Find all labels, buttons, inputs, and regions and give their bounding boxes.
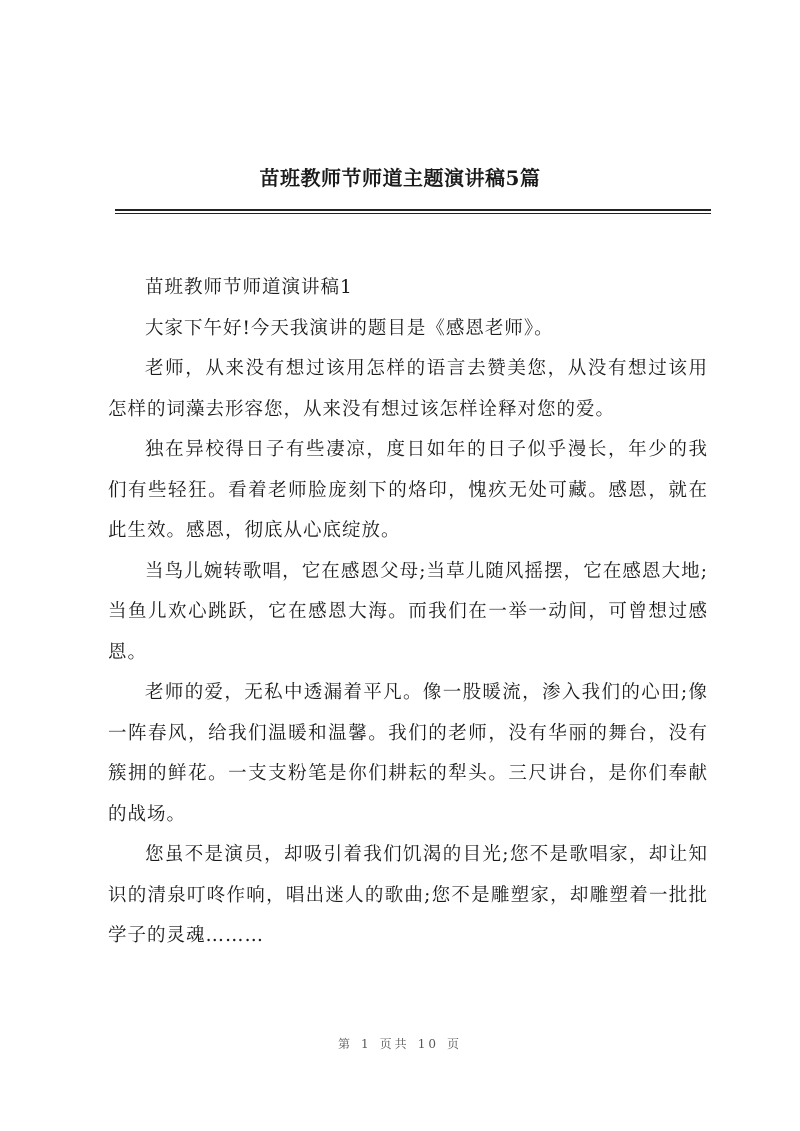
section-heading: 苗班教师节师道演讲稿1 [145, 277, 353, 298]
paragraph: 当鸟儿婉转歌唱，它在感恩父母;当草儿随风摇摆，它在感恩大地;当鱼儿欢心跳跃，它在感恩大海。而我们在一举一动间，可曾想过感恩。 [108, 560, 708, 663]
paragraph: 老师，从来没有想过该用怎样的语言去赞美您，从没有想过该用怎样的词藻去形容您，从来没有想过该怎样诠释对您的爱。 [108, 358, 708, 420]
paragraph: 老师的爱，无私中透漏着平凡。像一股暖流，渗入我们的心田;像一阵春风，给我们温暖和温馨。我们的老师，没有华丽的舞台，没有簇拥的鲜花。一支支粉笔是你们耕耘的犁头。三尺讲台，是你们奉献的战场。 [108, 682, 708, 825]
paragraph-greeting: 大家下午好!今天我演讲的题目是《感恩老师》。 [145, 317, 554, 339]
document-title: 苗班教师节师道主题演讲稿5篇 [259, 166, 541, 190]
title-underline-thin [115, 213, 711, 214]
document-body [108, 268, 708, 957]
paragraph: 独在异校得日子有些凄凉，度日如年的日子似乎漫长，年少的我们有些轻狂。看着老师脸庞刻下的烙印，愧疚无处可藏。感恩，就在此生效。感恩，彻底从心底绽放。 [108, 439, 708, 541]
footer-suffix: 页 [446, 1037, 462, 1051]
footer-prefix: 第 [338, 1037, 354, 1051]
paragraph: 您虽不是演员，却吸引着我们饥渴的目光;您不是歌唱家，却让知识的清泉叮咚作响，唱出迷人的歌曲;您不是雕塑家，却雕塑着一批批学子的灵魂……… [108, 844, 708, 946]
footer-current-page: 1 [361, 1037, 372, 1051]
page-footer [0, 1035, 800, 1052]
footer-total-pages: 10 [417, 1037, 439, 1051]
title-underline [115, 209, 711, 211]
footer-middle: 页共 [379, 1037, 410, 1051]
